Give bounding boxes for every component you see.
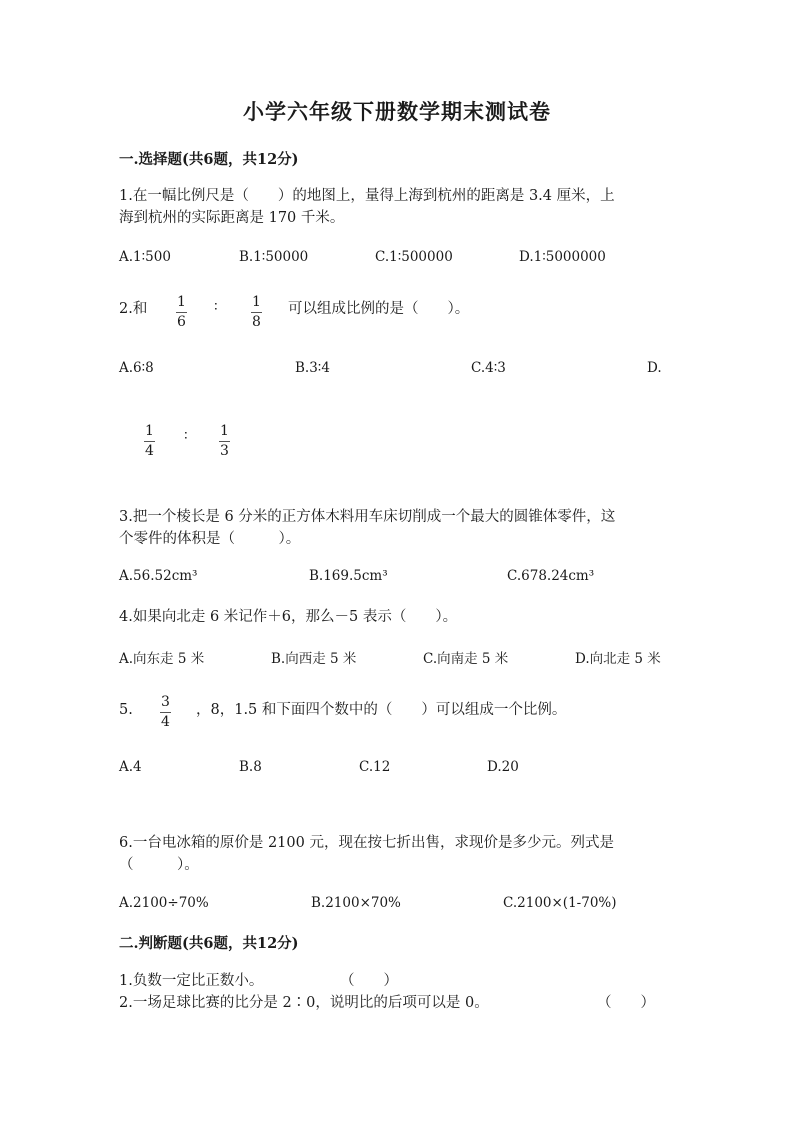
- question-2-option-a: A.6∶8: [119, 360, 154, 376]
- fraction-bar: [160, 712, 171, 713]
- question-1-option-a: A.1∶500: [119, 249, 171, 265]
- question-4-option-d: D.向北走 5 米: [575, 651, 661, 667]
- question-5-option-b: B.8: [239, 759, 262, 775]
- question-2-option-d-fraction-1: [144, 423, 155, 459]
- question-2-option-d: D.: [647, 360, 662, 376]
- fraction-numerator: 1: [145, 423, 154, 439]
- question-2-prefix: 2.和: [119, 301, 148, 317]
- fraction-denominator: 6: [177, 314, 186, 330]
- section-heading-judgement: 二.判断题(共6题，共12分): [119, 935, 299, 952]
- question-1-option-c: C.1∶500000: [375, 249, 453, 265]
- question-2-suffix: 可以组成比例的是（ ）。: [288, 301, 470, 317]
- question-4-line-1: 4.如果向北走 6 米记作＋6，那么－5 表示（ ）。: [119, 609, 458, 625]
- question-3-option-b: B.169.5cm³: [309, 568, 388, 584]
- question-6-option-a: A.2100÷70%: [119, 895, 209, 911]
- question-2-option-d-fraction-2: [219, 423, 230, 459]
- question-5-option-d: D.20: [487, 759, 519, 775]
- judgement-2-blank: （ ）: [597, 995, 655, 1011]
- question-1-line-2: 海到杭州的实际距离是 170 千米。: [119, 210, 345, 226]
- fraction-denominator: 4: [145, 443, 154, 459]
- question-6-line-1: 6.一台电冰箱的原价是 2100 元，现在按七折出售，求现价是多少元。列式是: [119, 835, 614, 851]
- question-2-colon: ∶: [214, 299, 218, 315]
- question-4-option-a: A.向东走 5 米: [119, 651, 205, 667]
- question-5-option-c: C.12: [359, 759, 391, 775]
- question-1-option-b: B.1∶50000: [239, 249, 309, 265]
- fraction-numerator: 3: [161, 694, 170, 710]
- question-2-fraction-2: [251, 294, 262, 330]
- question-5-fraction: [160, 694, 171, 730]
- question-5-option-a: A.4: [119, 759, 142, 775]
- question-3-line-1: 3.把一个棱长是 6 分米的正方体木料用车床切削成一个最大的圆锥体零件，这: [119, 509, 616, 525]
- question-3-option-c: C.678.24cm³: [507, 568, 595, 584]
- fraction-bar: [144, 441, 155, 442]
- judgement-1-blank: （ ）: [340, 973, 398, 989]
- question-6-option-c: C.2100×(1-70%): [503, 895, 617, 911]
- fraction-denominator: 4: [161, 714, 170, 730]
- page-title: 小学六年级下册数学期末测试卷: [243, 99, 551, 124]
- fraction-denominator: 8: [252, 314, 261, 330]
- question-4-option-c: C.向南走 5 米: [423, 651, 509, 667]
- question-6-line-2: （ ）。: [119, 857, 199, 873]
- question-2-fraction-1: [176, 294, 187, 330]
- question-2-option-b: B.3∶4: [295, 360, 330, 376]
- question-2-option-d-colon: ∶: [184, 428, 188, 444]
- fraction-numerator: 1: [220, 423, 229, 439]
- question-5-prefix: 5.: [119, 702, 133, 718]
- section-heading-choice: 一.选择题(共6题，共12分): [119, 151, 299, 168]
- question-6-option-b: B.2100×70%: [311, 895, 401, 911]
- judgement-1-text: 1.负数一定比正数小。: [119, 973, 264, 989]
- fraction-numerator: 1: [177, 294, 186, 310]
- fraction-bar: [219, 441, 230, 442]
- fraction-bar: [176, 312, 187, 313]
- fraction-numerator: 1: [252, 294, 261, 310]
- question-3-option-a: A.56.52cm³: [119, 568, 198, 584]
- question-1-option-d: D.1∶5000000: [519, 249, 606, 265]
- question-2-option-c: C.4∶3: [471, 360, 506, 376]
- question-5-suffix: ，8，1.5 和下面四个数中的（ ）可以组成一个比例。: [196, 702, 567, 718]
- fraction-bar: [251, 312, 262, 313]
- judgement-2-text: 2.一场足球比赛的比分是 2∶0，说明比的后项可以是 0。: [119, 995, 489, 1011]
- question-1-line-1: 1.在一幅比例尺是（ ）的地图上，量得上海到杭州的距离是 3.4 厘米，上: [119, 188, 615, 204]
- question-3-line-2: 个零件的体积是（ ）。: [119, 531, 301, 547]
- fraction-denominator: 3: [220, 443, 229, 459]
- question-4-option-b: B.向西走 5 米: [271, 651, 357, 667]
